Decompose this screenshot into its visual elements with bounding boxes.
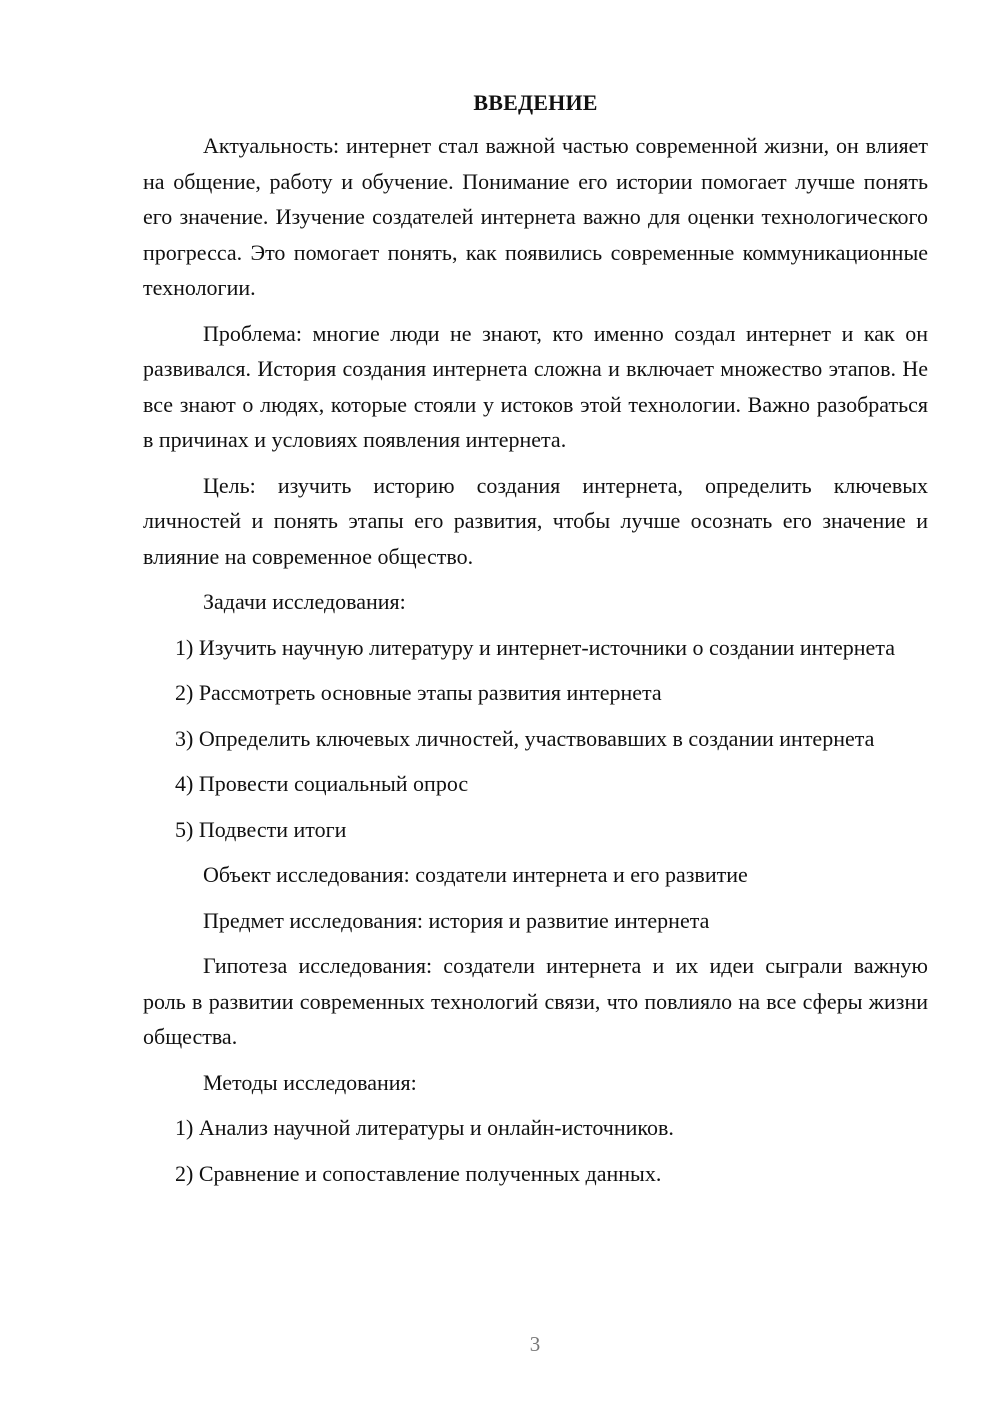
research-object: Объект исследования: создатели интернета и его развитие bbox=[203, 862, 748, 887]
document-page bbox=[143, 90, 928, 1191]
research-hypothesis: Гипотеза исследования: создатели интернета и их идеи сыграли важную роль в развитии современных технологий связи, что повлияло на все сферы жизни общества. bbox=[143, 953, 928, 1049]
method-item-1: 1) Анализ научной литературы и онлайн-источников. bbox=[175, 1115, 674, 1140]
methods-heading: Методы исследования: bbox=[203, 1069, 417, 1095]
task-item-5: 5) Подвести итоги bbox=[175, 816, 347, 842]
research-subject: Предмет исследования: история и развитие интернета bbox=[203, 907, 710, 933]
page-title: ВВЕДЕНИЕ bbox=[473, 90, 598, 115]
problem-paragraph: Проблема: многие люди не знают, кто именно создал интернет и как он развивался. История создания интернета сложна и включает множество этапов. Не все знают о людях, которые стояли у истоков этой технологии. Важно разобраться в причинах и условиях появления интернета. bbox=[143, 320, 928, 452]
goal-paragraph: Цель: изучить историю создания интернета, определить ключевых личностей и понять этапы его развития, чтобы лучше осознать его значение и влияние на современное общество. bbox=[143, 472, 928, 569]
method-item-2: 2) Сравнение и сопоставление полученных данных. bbox=[175, 1160, 662, 1186]
task-item-2: 2) Рассмотреть основные этапы развития интернета bbox=[175, 680, 662, 705]
relevance-paragraph: Актуальность: интернет стал важной частью современной жизни, он влияет на общение, работу и обучение. Понимание его истории помогает лучше понять его значение. Изучение создателей интернета важно для оценки технологического прогресса. Это помогает понять, как появились современные коммуникационные технологии. bbox=[143, 133, 928, 300]
task-item-3: 3) Определить ключевых личностей, участвовавших в создании интернета bbox=[175, 725, 875, 751]
task-item-1: 1) Изучить научную литературу и интернет-источники о создании интернета bbox=[175, 634, 895, 660]
task-item-4: 4) Провести социальный опрос bbox=[175, 771, 469, 796]
page-number: 3 bbox=[529, 1332, 541, 1356]
tasks-heading: Задачи исследования: bbox=[203, 589, 406, 614]
